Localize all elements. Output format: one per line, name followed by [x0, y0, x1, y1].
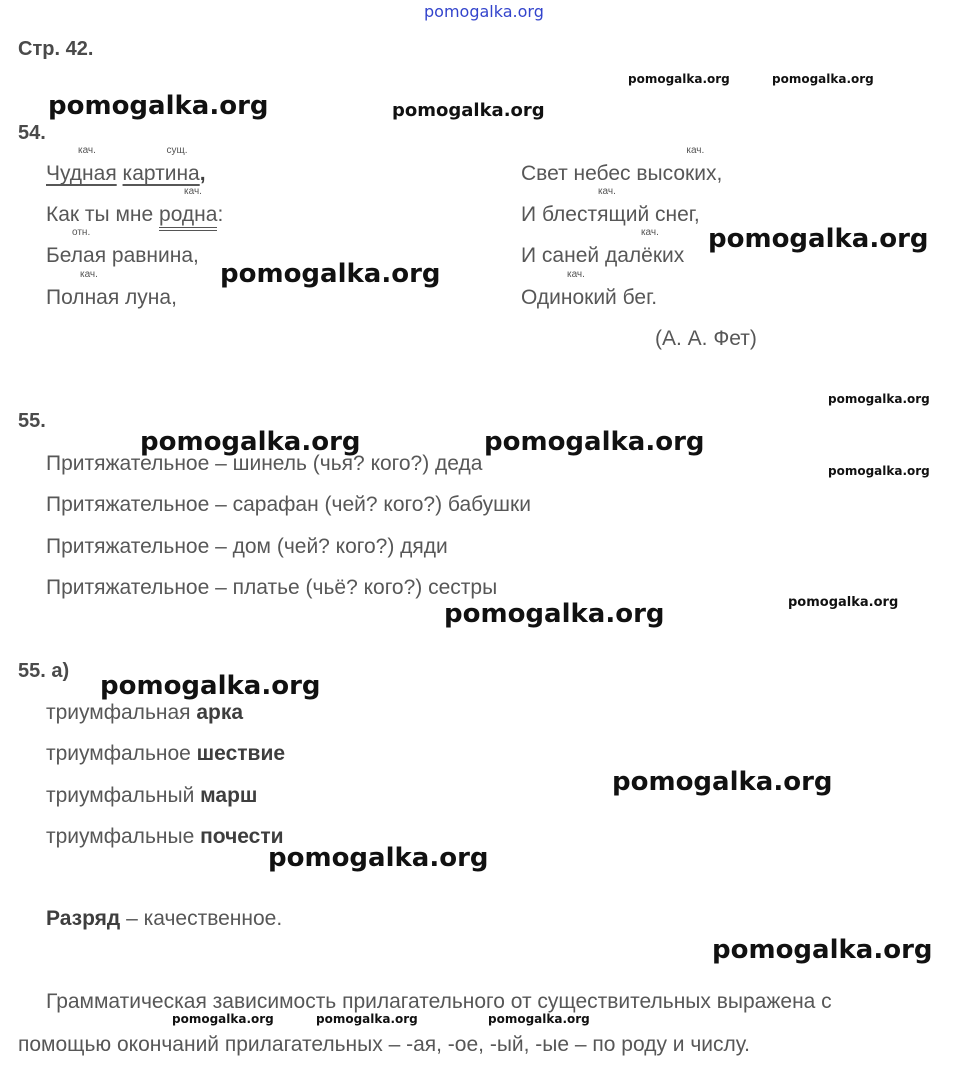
watermark-small: pomogalka.org — [172, 1012, 274, 1026]
ex55-line-3: Притяжательное – дом (чей? кого?) дяди — [46, 535, 448, 558]
watermark-small: pomogalka.org — [772, 72, 874, 86]
grammar-line-2: помощью окончаний прилагательных – -ая, -ое, -ый, -ые – по роду и числу. — [18, 1033, 751, 1056]
ex55-line-1: Притяжательное – шинель (чья? кого?) деда — [46, 452, 483, 475]
watermark-small: pomogalka.org — [316, 1012, 418, 1026]
grammar-line-1: Грамматическая зависимость прилагательного от существительных выражена с — [46, 990, 832, 1013]
word-dalekih: кач. далёких — [604, 227, 685, 267]
watermark-large: pomogalka.org — [444, 599, 665, 629]
watermark-small: pomogalka.org — [628, 72, 730, 86]
poem-left-line-1: кач. Чудная сущ. картина, — [46, 145, 206, 185]
word-chudnaya: кач. Чудная — [46, 145, 117, 185]
exercise-55-number: 55. — [18, 410, 46, 432]
watermark-large: pomogalka.org — [140, 427, 361, 457]
watermark-small: pomogalka.org — [488, 1012, 590, 1026]
watermark-large: pomogalka.org — [712, 935, 933, 965]
watermark-small: pomogalka.org — [828, 464, 930, 478]
poem-right-line-4: кач. Одинокий бег. — [521, 269, 658, 309]
watermark-large: pomogalka.org — [612, 767, 833, 797]
page-title: Стр. 42. — [18, 38, 94, 60]
ex55-line-2: Притяжательное – сарафан (чей? кого?) бабушки — [46, 493, 531, 516]
poem-left-line-2: Как ты мне кач. родна: — [46, 203, 223, 231]
word-odinokiy: кач. Одинокий — [521, 269, 617, 309]
poem-right-line-1: Свет небес кач. высоких, — [521, 145, 723, 185]
ex55a-item-3: триумфальный марш — [46, 784, 258, 807]
ex55-line-4: Притяжательное – платье (чьё? кого?) сестры — [46, 576, 498, 599]
word-rodna: кач. родна — [159, 203, 217, 231]
watermark-large: pomogalka.org — [48, 91, 269, 121]
poem-left-line-4: кач. Полная луна, — [46, 269, 177, 309]
watermark-medium: pomogalka.org — [392, 100, 545, 121]
word-kartina: сущ. картина — [122, 145, 200, 185]
watermark-large: pomogalka.org — [268, 843, 489, 873]
poem-right-line-3: И саней кач. далёких — [521, 227, 685, 267]
watermark-small: pomogalka.org — [788, 595, 899, 610]
ex55a-item-1: триумфальная арка — [46, 701, 244, 724]
top-watermark: pomogalka.org — [424, 2, 544, 21]
word-belaya: отн. Белая — [46, 227, 107, 267]
exercise-55a-number: 55. а) — [18, 660, 70, 682]
category-line: Разряд – качественное. — [46, 907, 283, 930]
exercise-54-number: 54. — [18, 122, 46, 144]
poem-left-line-3: отн. Белая равнина, — [46, 227, 199, 267]
poem-author: (А. А. Фет) — [655, 327, 757, 350]
watermark-large: pomogalka.org — [220, 259, 441, 289]
watermark-small: pomogalka.org — [828, 392, 930, 406]
watermark-large: pomogalka.org — [708, 224, 929, 254]
watermark-large: pomogalka.org — [100, 671, 321, 701]
poem-right-line-2: И кач. блестящий снег, — [521, 186, 700, 226]
watermark-large: pomogalka.org — [484, 427, 705, 457]
ex55a-item-2: триумфальное шествие — [46, 742, 286, 765]
word-polnaya: кач. Полная — [46, 269, 120, 309]
ex55a-item-4: триумфальные почести — [46, 825, 284, 848]
word-vysokih: кач. высоких — [636, 145, 717, 185]
word-blestyaschiy: кач. блестящий — [541, 186, 650, 226]
